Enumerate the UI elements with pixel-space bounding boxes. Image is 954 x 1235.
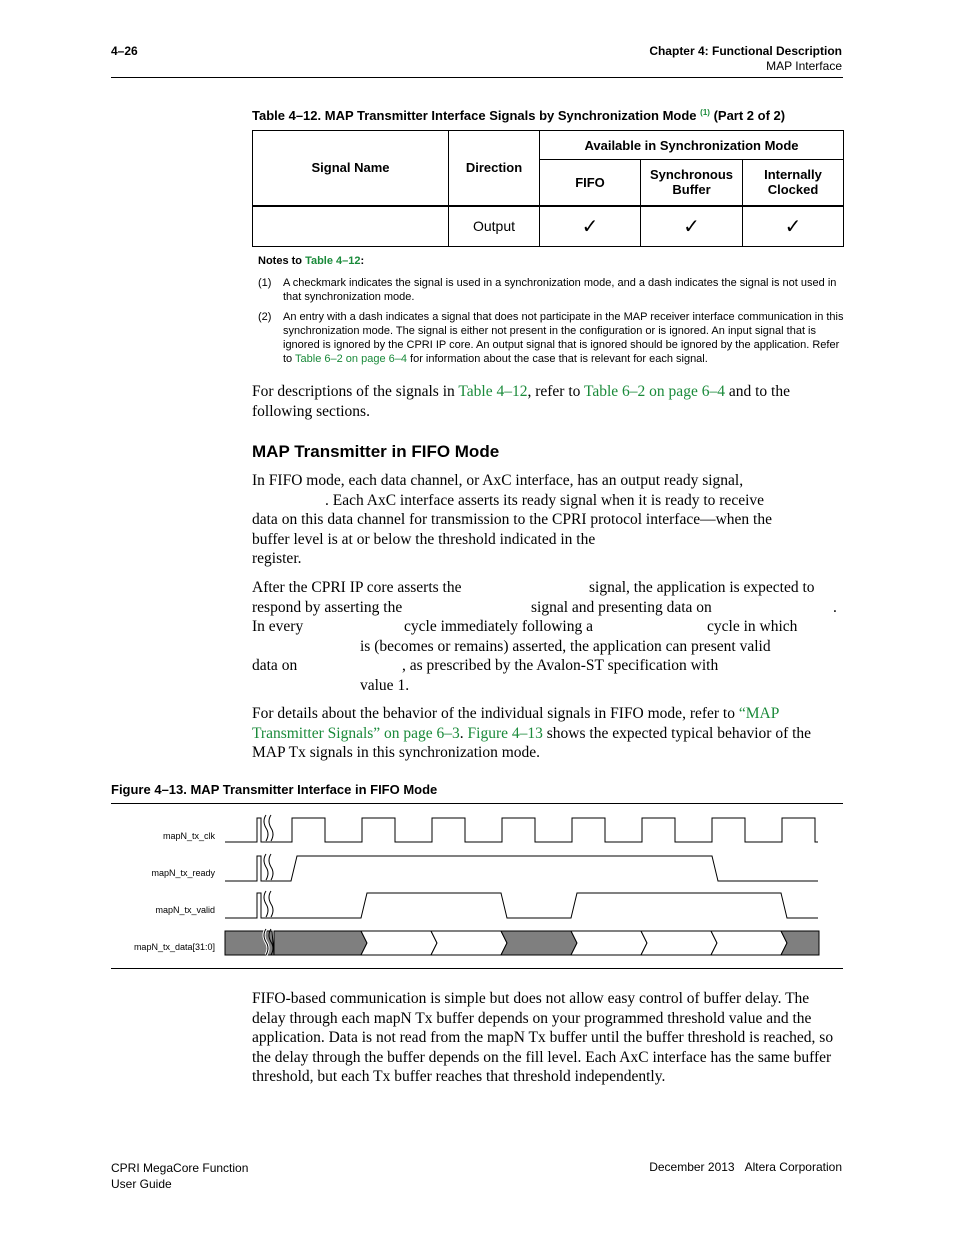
note-table-link[interactable]: Table 6–2 on page 6–4 xyxy=(295,353,407,365)
figure-caption: Figure 4–13. MAP Transmitter Interface in FIFO Mode xyxy=(111,782,438,797)
signal-label-valid: mapN_tx_valid xyxy=(155,905,215,915)
bus-segment-data xyxy=(711,931,787,955)
col-header-internally-clocked xyxy=(743,160,844,206)
note-number: (2) xyxy=(258,311,272,323)
text: , refer to xyxy=(527,383,584,400)
text-line: register. xyxy=(252,550,302,568)
text: signal, the application is expected to xyxy=(589,579,815,596)
col-header-signal-name: Signal Name xyxy=(253,131,449,206)
bus-segment-data xyxy=(431,931,507,955)
signal-label-ready: mapN_tx_ready xyxy=(151,868,215,878)
note-item xyxy=(258,276,848,304)
fifo-paragraph-4: FIFO-based communication is simple but does not allow easy control of buffer delay. The delay through each mapN Tx buffer depends on your programmed threshold value and the application. Data is not read from the mapN Tx buffer until the buffer threshold is reached, so the delay through the buffer depends on the fill level. Each AxC interface has the same buffer threshold, but each Tx buffer reaches that threshold independently. xyxy=(252,990,834,1086)
text: and to the following sections. xyxy=(252,383,790,420)
text: In every xyxy=(252,618,304,636)
note-number: (1) xyxy=(258,277,272,289)
text: respond by asserting the xyxy=(252,598,403,616)
text: . xyxy=(833,598,837,616)
footer-product: CPRI MegaCore Function xyxy=(111,1161,249,1175)
table-4-12-link[interactable]: Table 4–12 xyxy=(458,383,528,400)
table-row xyxy=(253,206,844,247)
section-heading: MAP Transmitter in FIFO Mode xyxy=(252,442,500,461)
text: For descriptions of the signals in xyxy=(252,383,459,400)
figure-rule-bottom xyxy=(111,968,843,969)
cell-direction: Output xyxy=(449,206,540,247)
text: cycle in which xyxy=(707,618,798,636)
footer-left xyxy=(111,1160,248,1192)
col-header-fifo: FIFO xyxy=(540,160,641,206)
bus-segment-idle xyxy=(781,931,819,955)
col-header-sync-buffer-label: Synchronous Buffer xyxy=(649,167,734,198)
text: cycle immediately following a xyxy=(404,618,593,636)
checkmark-icon: ✓ xyxy=(641,206,743,247)
notes-table-link[interactable]: Table 4–12 xyxy=(305,255,361,267)
checkmark-icon: ✓ xyxy=(540,206,641,247)
table-notes xyxy=(258,254,848,372)
table-caption-note-link[interactable]: (1) xyxy=(700,108,710,117)
fifo-paragraph-1 xyxy=(252,471,844,569)
note-item xyxy=(258,310,848,366)
bus-segment-data xyxy=(641,931,717,955)
bus-segment-data xyxy=(571,931,647,955)
text-line: buffer level is at or below the threshold indicated in the xyxy=(252,530,596,548)
note-text-end: for information about the case that is relevant for each signal. xyxy=(406,353,708,365)
figure-4-13-link[interactable]: Figure 4–13 xyxy=(467,724,543,742)
col-header-sync-mode-group: Available in Synchronization Mode xyxy=(540,131,844,160)
notes-title xyxy=(258,254,848,268)
fifo-paragraph-2 xyxy=(252,578,844,698)
signal-label-clk: mapN_tx_clk xyxy=(162,831,215,841)
bus-segment-idle xyxy=(274,931,367,955)
col-header-internally-clocked-label: Internally Clocked xyxy=(764,167,822,198)
text-line: . Each AxC interface asserts its ready signal when it is ready to receive xyxy=(325,491,765,509)
page-number: 4–26 xyxy=(111,44,138,58)
note-text: An entry with a dash indicates a signal that does not participate in the MAP receiver interface communication in this synchronization mode. The signal is either not present in the configuration or is ignored. An input signal that is ignored is ignored by the CPRI IP core. An output signal that is ignored should be ignored by the application. Refer to xyxy=(283,311,844,365)
footer-date: December 2013 xyxy=(649,1160,735,1174)
text: , as prescribed by the Avalon-ST specification with xyxy=(402,657,719,675)
cell-signal xyxy=(253,206,449,247)
timing-diagram xyxy=(111,804,843,968)
bus-segment-data xyxy=(361,931,437,955)
text: value 1. xyxy=(360,677,410,694)
map-tx-signals-link[interactable]: “MAP Transmitter Signals” on page 6–3 xyxy=(252,705,779,742)
text: For details about the behavior of the individual signals in FIFO mode, refer to xyxy=(252,705,739,722)
table-caption-part: (Part 2 of 2) xyxy=(713,108,786,123)
table-6-2-link[interactable]: Table 6–2 on page 6–4 xyxy=(583,383,725,400)
col-header-sync-buffer xyxy=(641,160,743,206)
bus-segment-idle xyxy=(501,931,577,955)
descriptions-paragraph xyxy=(252,382,844,421)
table-caption xyxy=(252,108,785,123)
valid-waveform xyxy=(225,893,818,918)
section-title: MAP Interface xyxy=(766,59,842,73)
fifo-paragraph-3 xyxy=(252,704,844,763)
checkmark-icon: ✓ xyxy=(743,206,844,247)
header-rule xyxy=(111,77,843,78)
text-line: In FIFO mode, each data channel, or AxC interface, has an output ready signal, xyxy=(252,472,744,489)
text: is (becomes or remains) asserted, the application can present valid xyxy=(360,637,771,655)
note-text: A checkmark indicates the signal is used in a synchronization mode, and a dash indicates the signal is not used in that synchronization mode. xyxy=(283,277,837,303)
notes-title-colon: : xyxy=(360,255,365,267)
footer-guide: User Guide xyxy=(111,1177,172,1191)
footer-company: Altera Corporation xyxy=(744,1160,842,1174)
ready-waveform xyxy=(225,856,818,881)
text: After the CPRI IP core asserts the xyxy=(252,579,462,596)
text: shows the expected typical behavior of the MAP Tx signals in this synchronization mode. xyxy=(252,724,812,762)
table-caption-text: Table 4–12. MAP Transmitter Interface Signals by Synchronization Mode xyxy=(252,108,697,123)
chapter-title: Chapter 4: Functional Description xyxy=(649,44,842,58)
signal-label-data: mapN_tx_data[31:0] xyxy=(133,942,215,952)
text-line: data on this data channel for transmission to the CPRI protocol interface—when the xyxy=(252,511,772,529)
text: data on xyxy=(252,657,298,675)
notes-title-text: Notes to xyxy=(258,255,306,267)
col-header-direction: Direction xyxy=(449,131,540,206)
data-bus-waveform xyxy=(225,931,819,955)
signals-table xyxy=(252,130,844,247)
footer-right xyxy=(649,1160,842,1174)
text: signal and presenting data on xyxy=(531,598,712,616)
clk-waveform xyxy=(225,818,818,842)
text: . xyxy=(459,724,468,742)
